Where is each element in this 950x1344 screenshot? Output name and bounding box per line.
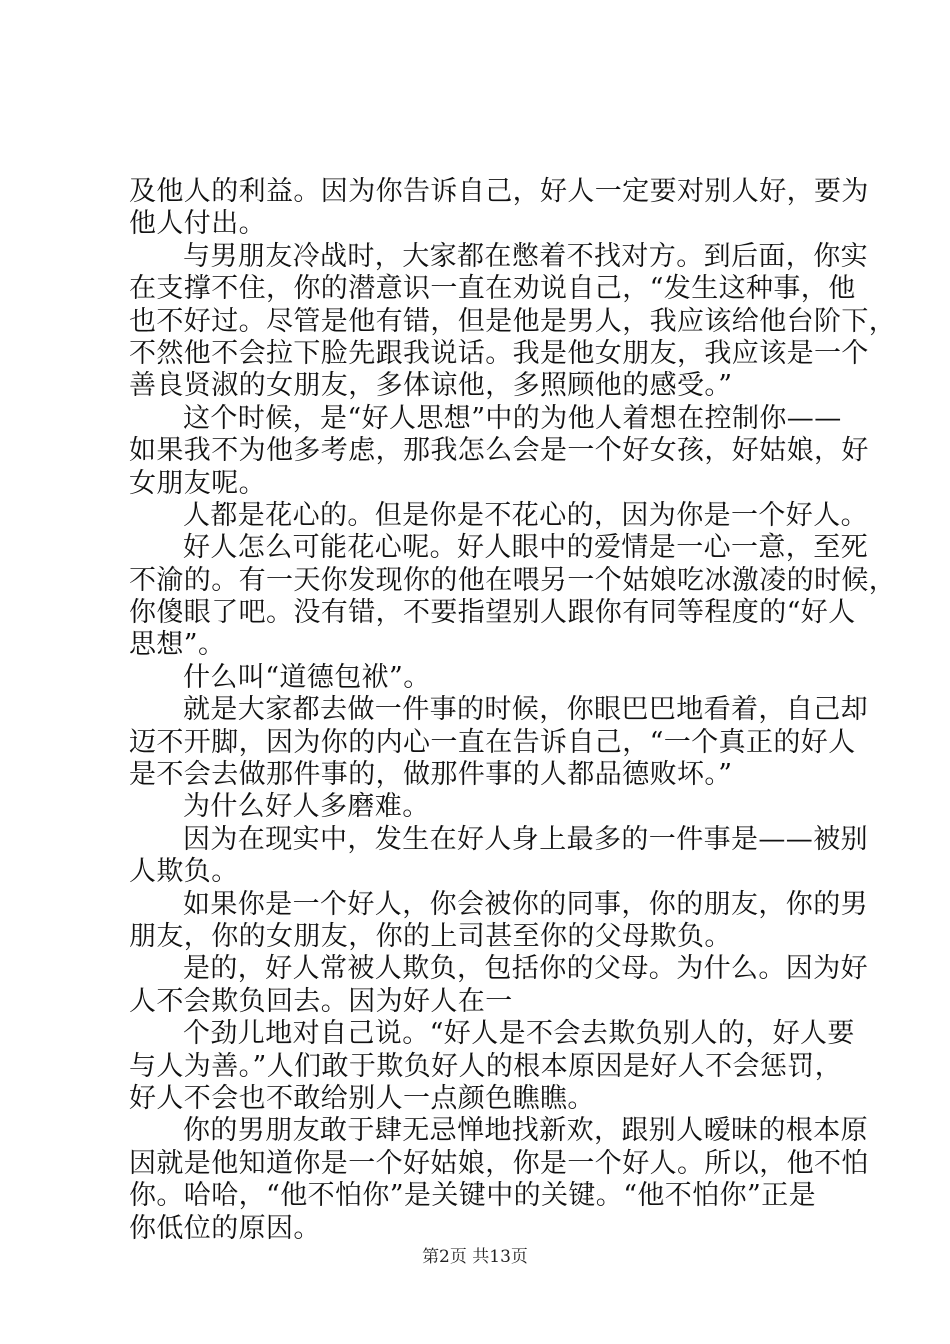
text-line: 就是大家都去做一件事的时候，你眼巴巴地看着，自己却 [183,694,868,726]
text-line: 迈不开脚，因为你的内心一直在告诉自己，“一个真正的好人 [129,726,856,758]
text-line: 不然他不会拉下脸先跟我说话。我是他女朋友，我应该是一个 [129,337,869,369]
text-line: 如果我不为他多考虑，那我怎么会是一个好女孩，好姑娘，好 [129,435,869,467]
document-body [129,176,897,1245]
text-line: 因就是他知道你是一个好姑娘，你是一个好人。所以，他不怕 [129,1147,869,1179]
text-line: 你的男朋友敢于肆无忌惮地找新欢，跟别人暧昧的根本原 [183,1115,868,1147]
text-line: 为什么好人多磨难。 [183,791,430,823]
text-line: 思想”。 [129,629,226,661]
text-line: 女朋友呢。 [129,467,266,499]
text-line: 人不会欺负回去。因为好人在一 [129,985,513,1017]
text-line: 你。哈哈，“他不怕你”是关键中的关键。“他不怕你”正是 [129,1180,817,1212]
text-line: 他人付出。 [129,208,266,240]
text-line: 朋友，你的女朋友，你的上司甚至你的父母欺负。 [129,920,732,952]
text-line: 你低位的原因。 [129,1212,321,1244]
text-line: 善良贤淑的女朋友，多体谅他，多照顾他的感受。” [129,370,733,402]
text-line: 是的，好人常被人欺负，包括你的父母。为什么。因为好 [183,953,868,985]
text-line: 什么叫“道德包袱”。 [183,661,431,693]
text-line: 这个时候，是“好人思想”中的为他人着想在控制你—— [183,402,842,434]
page-footer: 第2页 共13页 [422,1247,528,1267]
text-line: 也不好过。尽管是他有错，但是他是男人，我应该给他台阶下， [129,305,897,337]
text-line: 如果你是一个好人，你会被你的同事，你的朋友，你的男 [183,888,868,920]
text-line: 人都是花心的。但是你是不花心的，因为你是一个好人。 [183,499,868,531]
text-line: 不渝的。有一天你发现你的他在喂另一个姑娘吃冰激凌的时候， [129,564,897,596]
text-line: 人欺负。 [129,856,239,888]
text-line: 因为在现实中，发生在好人身上最多的一件事是——被别 [183,823,868,855]
text-line: 你傻眼了吧。没有错，不要指望别人跟你有同等程度的“好人 [129,597,856,629]
text-line: 与男朋友冷战时，大家都在憋着不找对方。到后面，你实 [183,240,868,272]
text-line: 好人怎么可能花心呢。好人眼中的爱情是一心一意，至死 [183,532,868,564]
text-line: 个劲儿地对自己说。“好人是不会去欺负别人的，好人要 [183,1018,855,1050]
text-line: 与人为善。”人们敢于欺负好人的根本原因是好人不会惩罚， [129,1050,843,1082]
text-line: 好人不会也不敢给别人一点颜色瞧瞧。 [129,1082,595,1114]
text-line: 是不会去做那件事的，做那件事的人都品德败坏。” [129,759,733,791]
text-line: 在支撑不住，你的潜意识一直在劝说自己，“发生这种事，他 [129,273,856,305]
text-line: 及他人的利益。因为你告诉自己，好人一定要对别人好，要为 [129,176,869,207]
